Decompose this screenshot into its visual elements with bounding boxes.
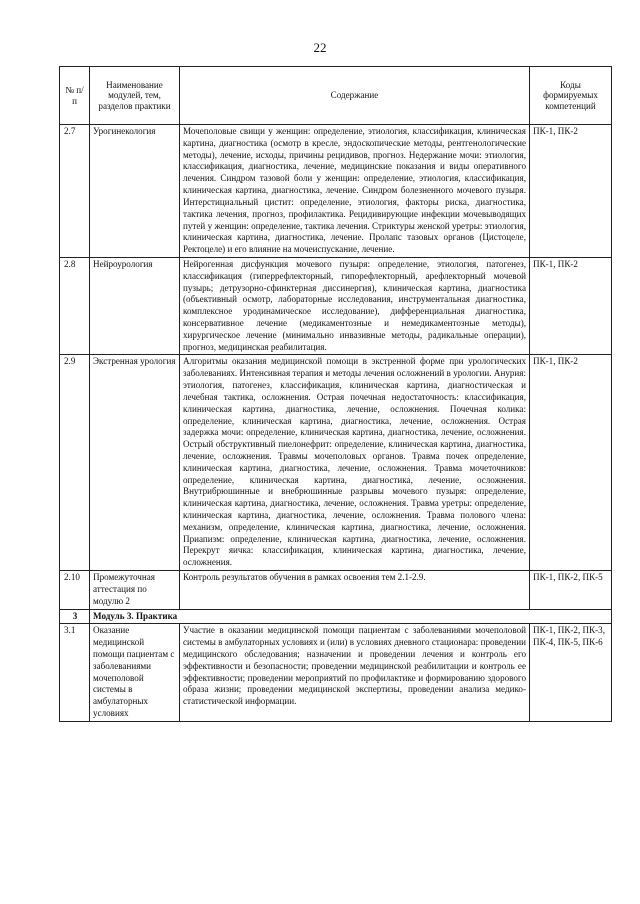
table-row — [60, 257, 612, 355]
row-name: Оказание медицинской помощи пациентам с заболеваниями мочеполовой системы в амбулаторных условиях — [90, 624, 180, 722]
row-name: Экстренная урология — [90, 355, 180, 571]
row-name: Нейроурология — [90, 257, 180, 355]
row-codes: ПК-1, ПК-2 — [530, 355, 612, 571]
row-number: 2.10 — [60, 571, 90, 609]
table-row — [60, 355, 612, 571]
table-row — [60, 571, 612, 609]
row-content: Мочеполовые свищи у женщин: определение, этиология, классификация, клиническая картина, диагностика (осмотр в кресле, эндоскопические методы, рентгенологические методы), лечение, исходы, причины рецидивов, прогноз. Недержание мочи: этиология, классификация, диагностика, лечение, медицинские показания и виды оперативного лечения. Синдром тазовой боли у женщин: определение, этиология, классификация, клиническая картина, диагностика, лечение. Синдром болезненного мочевого пузыря. Интерстициальный цистит: определение, этиология, факторы риска, диагностика, тактика лечения, прогноз, профилактика. Рецидивирующие инфекции мочевыводящих путей у женщин: определение, тактика лечения. Стриктуры женской уретры: этиология, клиническая картина, диагностика, лечение. Пролапс тазовых органов (Цистоцеле, Ректоцеле) и его влияние на мочеиспускание, лечение. — [180, 125, 530, 258]
row-codes: ПК-1, ПК-2, ПК-3, ПК-4, ПК-5, ПК-6 — [530, 624, 612, 722]
row-codes: ПК-1, ПК-2, ПК-5 — [530, 571, 612, 609]
row-number: 2.9 — [60, 355, 90, 571]
module-number: 3 — [60, 609, 90, 624]
module-heading-row — [60, 609, 612, 624]
table-row — [60, 125, 612, 258]
table-row — [60, 624, 612, 722]
row-content: Контроль результатов обучения в рамках освоения тем 2.1-2.9. — [180, 571, 530, 609]
curriculum-table — [59, 66, 612, 722]
page-number: 22 — [313, 40, 327, 55]
row-name: Промежуточная аттестация по модулю 2 — [90, 571, 180, 609]
row-codes: ПК-1, ПК-2 — [530, 125, 612, 258]
module-title: Модуль 3. Практика — [90, 609, 612, 624]
row-number: 2.7 — [60, 125, 90, 258]
row-content: Нейрогенная дисфункция мочевого пузыря: определение, этиология, патогенез, классификация (гиперрефлекторный, гипорефлекторный, арефлекторный мочевой пузырь; детрузорно-сфинктерная диссинергия), клиническая картина, диагностика (объективный осмотр, лабораторные исследования, инструментальная диагностика, комплексное уродинамическое исследование), дифференциальная диагностика, консервативное лечение (медикаментозные и немедикаментозные методы), хирургическое лечение (минимально инвазивные методы, радикальные операции), прогноз, медицинская реабилитация. — [180, 257, 530, 355]
row-name: Урогинекология — [90, 125, 180, 258]
row-content: Алгоритмы оказания медицинской помощи в экстренной форме при урологических заболеваниях. Интенсивная терапия и методы лечения осложнений в урологии. Анурия: этиология, патогенез, классификация, клиническая картина, диагностическая и лечебная тактика, осложнения. Острая почечная недостаточность: классификация, клиническая картина, диагностика, лечение, осложнения. Почечная колика: определение, клиническая картина, диагностика, лечение, осложнения. Острая задержка мочи: определение, клиническая картина, диагностика, лечение, осложнения. Острый обструктивный пиелонефрит: определение, клиническая картина, диагностика, лечение, осложнения. Травмы мочеполовых органов. Травма почек определение, клиническая картина, диагностика, лечение, осложнения. Травма мочеточников: определение, клиническая картина, диагностика, лечение, осложнения. Внутрибрюшинные и внебрюшинные разрывы мочевого пузыря: определение, клиническая картина, диагностика, лечение, осложнения. Травма уретры: определение, клиническая картина, диагностика, лечение, осложнения. Травма полового члена: механизм, определение, клиническая картина, диагностика, лечение, осложнения. Приапизм: определение, клиническая картина, диагностика, лечение, осложнения. Перекрут яичка: классификация, клиническая картина, диагностика, лечение, осложнения. — [180, 355, 530, 571]
header-codes: Коды формируемых компетенций — [530, 67, 612, 125]
header-content: Содержание — [180, 67, 530, 125]
header-number: № п/п — [60, 67, 90, 125]
table-header-row — [60, 67, 612, 125]
row-number: 3.1 — [60, 624, 90, 722]
header-name: Наименование модулей, тем, разделов практики — [90, 67, 180, 125]
row-number: 2.8 — [60, 257, 90, 355]
row-content: Участие в оказании медицинской помощи пациентам с заболеваниями мочеполовой системы в амбулаторных условиях и (или) в условиях дневного стационара: проведении медицинского обследования; назначении и проведении лечения и контроль его эффективности и безопасности; проведении медицинской реабилитации и контроль ее эффективности; проведении мероприятий по профилактике и формированию здорового образа жизни; проведении медицинской экспертизы, проведении анализа медико-статистической информации. — [180, 624, 530, 722]
row-codes: ПК-1, ПК-2 — [530, 257, 612, 355]
